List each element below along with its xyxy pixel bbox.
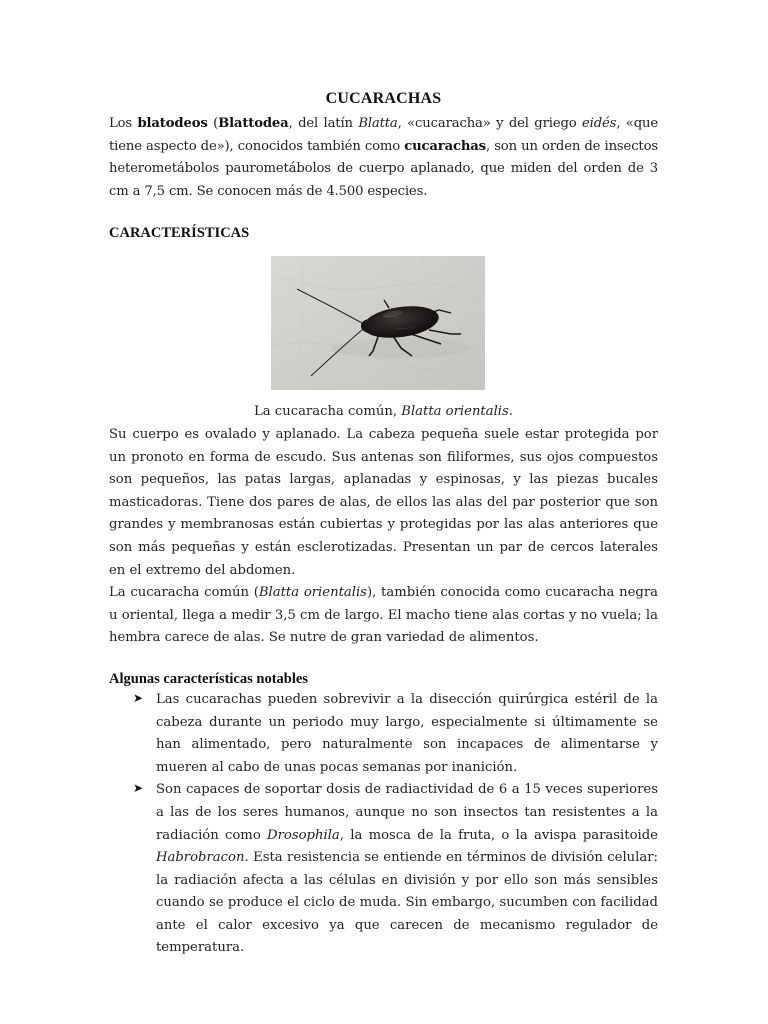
section-heading-notables: Algunas características notables	[109, 670, 308, 687]
para-text: La cucaracha común (	[109, 585, 259, 601]
intro-text: , «cucaracha» y del griego	[397, 116, 583, 131]
paragraph-description: Su cuerpo es ovalado y aplanado. La cabeza pequeña suele estar protegida por un pronoto en forma de escudo. Sus antenas son filiformes, sus ojos compuestos son pequeños, las patas largas, aplanadas y espinosas, y las piezas bucales masticadoras. Tiene dos pares de alas, de ellos las alas del par posterior que son grandes y membranosas están cubiertas y protegidas por las alas anteriores que son más pequeñas y están esclerotizadas. Presentan un par de cercos laterales en el extremo del abdomen.	[109, 427, 658, 578]
list-item-text	[156, 779, 658, 960]
caption-text: La cucaracha común,	[254, 404, 402, 419]
list-item-text: Las cucarachas pueden sobrevivir a la disección quirúrgica estéril de la cabeza durante un periodo muy largo, especialmente si últimamente se han alimentado, pero naturalmente son incapaces de alimentarse y mueren al cabo de unas pocas semanas por inanición.	[156, 691, 658, 775]
list-text: Son capaces de soportar dosis de radiactividad de 6 a 15 veces superiores a las de los seres humanos, aunque no son insectos tan resistentes a la radiación como	[156, 782, 658, 843]
intro-term-eides: eidés	[582, 116, 617, 131]
arrow-bullet-icon: ➤	[133, 690, 144, 705]
intro-text: (	[207, 116, 219, 131]
cockroach-photo	[271, 256, 485, 390]
section-heading-caracteristicas: CARACTERÍSTICAS	[109, 225, 250, 242]
intro-paragraph	[109, 113, 658, 203]
para-species: Blatta orientalis	[258, 585, 367, 601]
list-species-habrobracon: Habrobracon	[156, 850, 245, 866]
list-species-drosophila: Drosophila	[267, 827, 340, 843]
intro-block	[109, 88, 658, 242]
intro-text: , del latín	[288, 116, 359, 131]
list-text: . Esta resistencia se entiende en términos de división celular: la radiación afecta a las células en división y por ello son más sensibles cuando se produce el ciclo de muda. Sin embargo, sucumben con facilidad ante el calor excesivo ya que carecen de mecanismo regulador de temperatura.	[156, 850, 658, 956]
list-item	[109, 779, 658, 960]
paragraph-blatta-orientalis	[109, 582, 658, 650]
photo-caption	[109, 401, 658, 423]
intro-term-cucarachas: cucarachas	[404, 138, 486, 154]
page-title: CUCARACHAS	[325, 90, 442, 107]
intro-text: Los	[109, 116, 138, 131]
body-block	[109, 424, 658, 960]
caption-species: Blatta orientalis.	[401, 404, 513, 419]
intro-term-blattodea: Blattodea	[218, 116, 289, 131]
list-item	[109, 689, 658, 779]
intro-text: , «que tiene aspecto de»), conocidos también como	[109, 116, 659, 154]
intro-text: , son un orden de insectos heterometábolos paurometábolos de cuerpo aplanado, que miden del orden de 3 cm a 7,5 cm. Se conocen más de 4.500 especies.	[109, 138, 658, 199]
list-text: , la mosca de la fruta, o la avispa parasitoide	[339, 827, 658, 843]
para-text: ), también conocida como cucaracha negra u oriental, llega a medir 3,5 cm de largo. El macho tiene alas cortas y no vuela; la hembra carece de alas. Se nutre de gran variedad de alimentos.	[109, 585, 658, 646]
arrow-bullet-icon: ➤	[133, 781, 144, 796]
intro-term-blatodeos: blatodeos	[137, 116, 208, 131]
intro-term-blatta: Blatta	[358, 116, 398, 131]
notable-list	[109, 689, 658, 960]
